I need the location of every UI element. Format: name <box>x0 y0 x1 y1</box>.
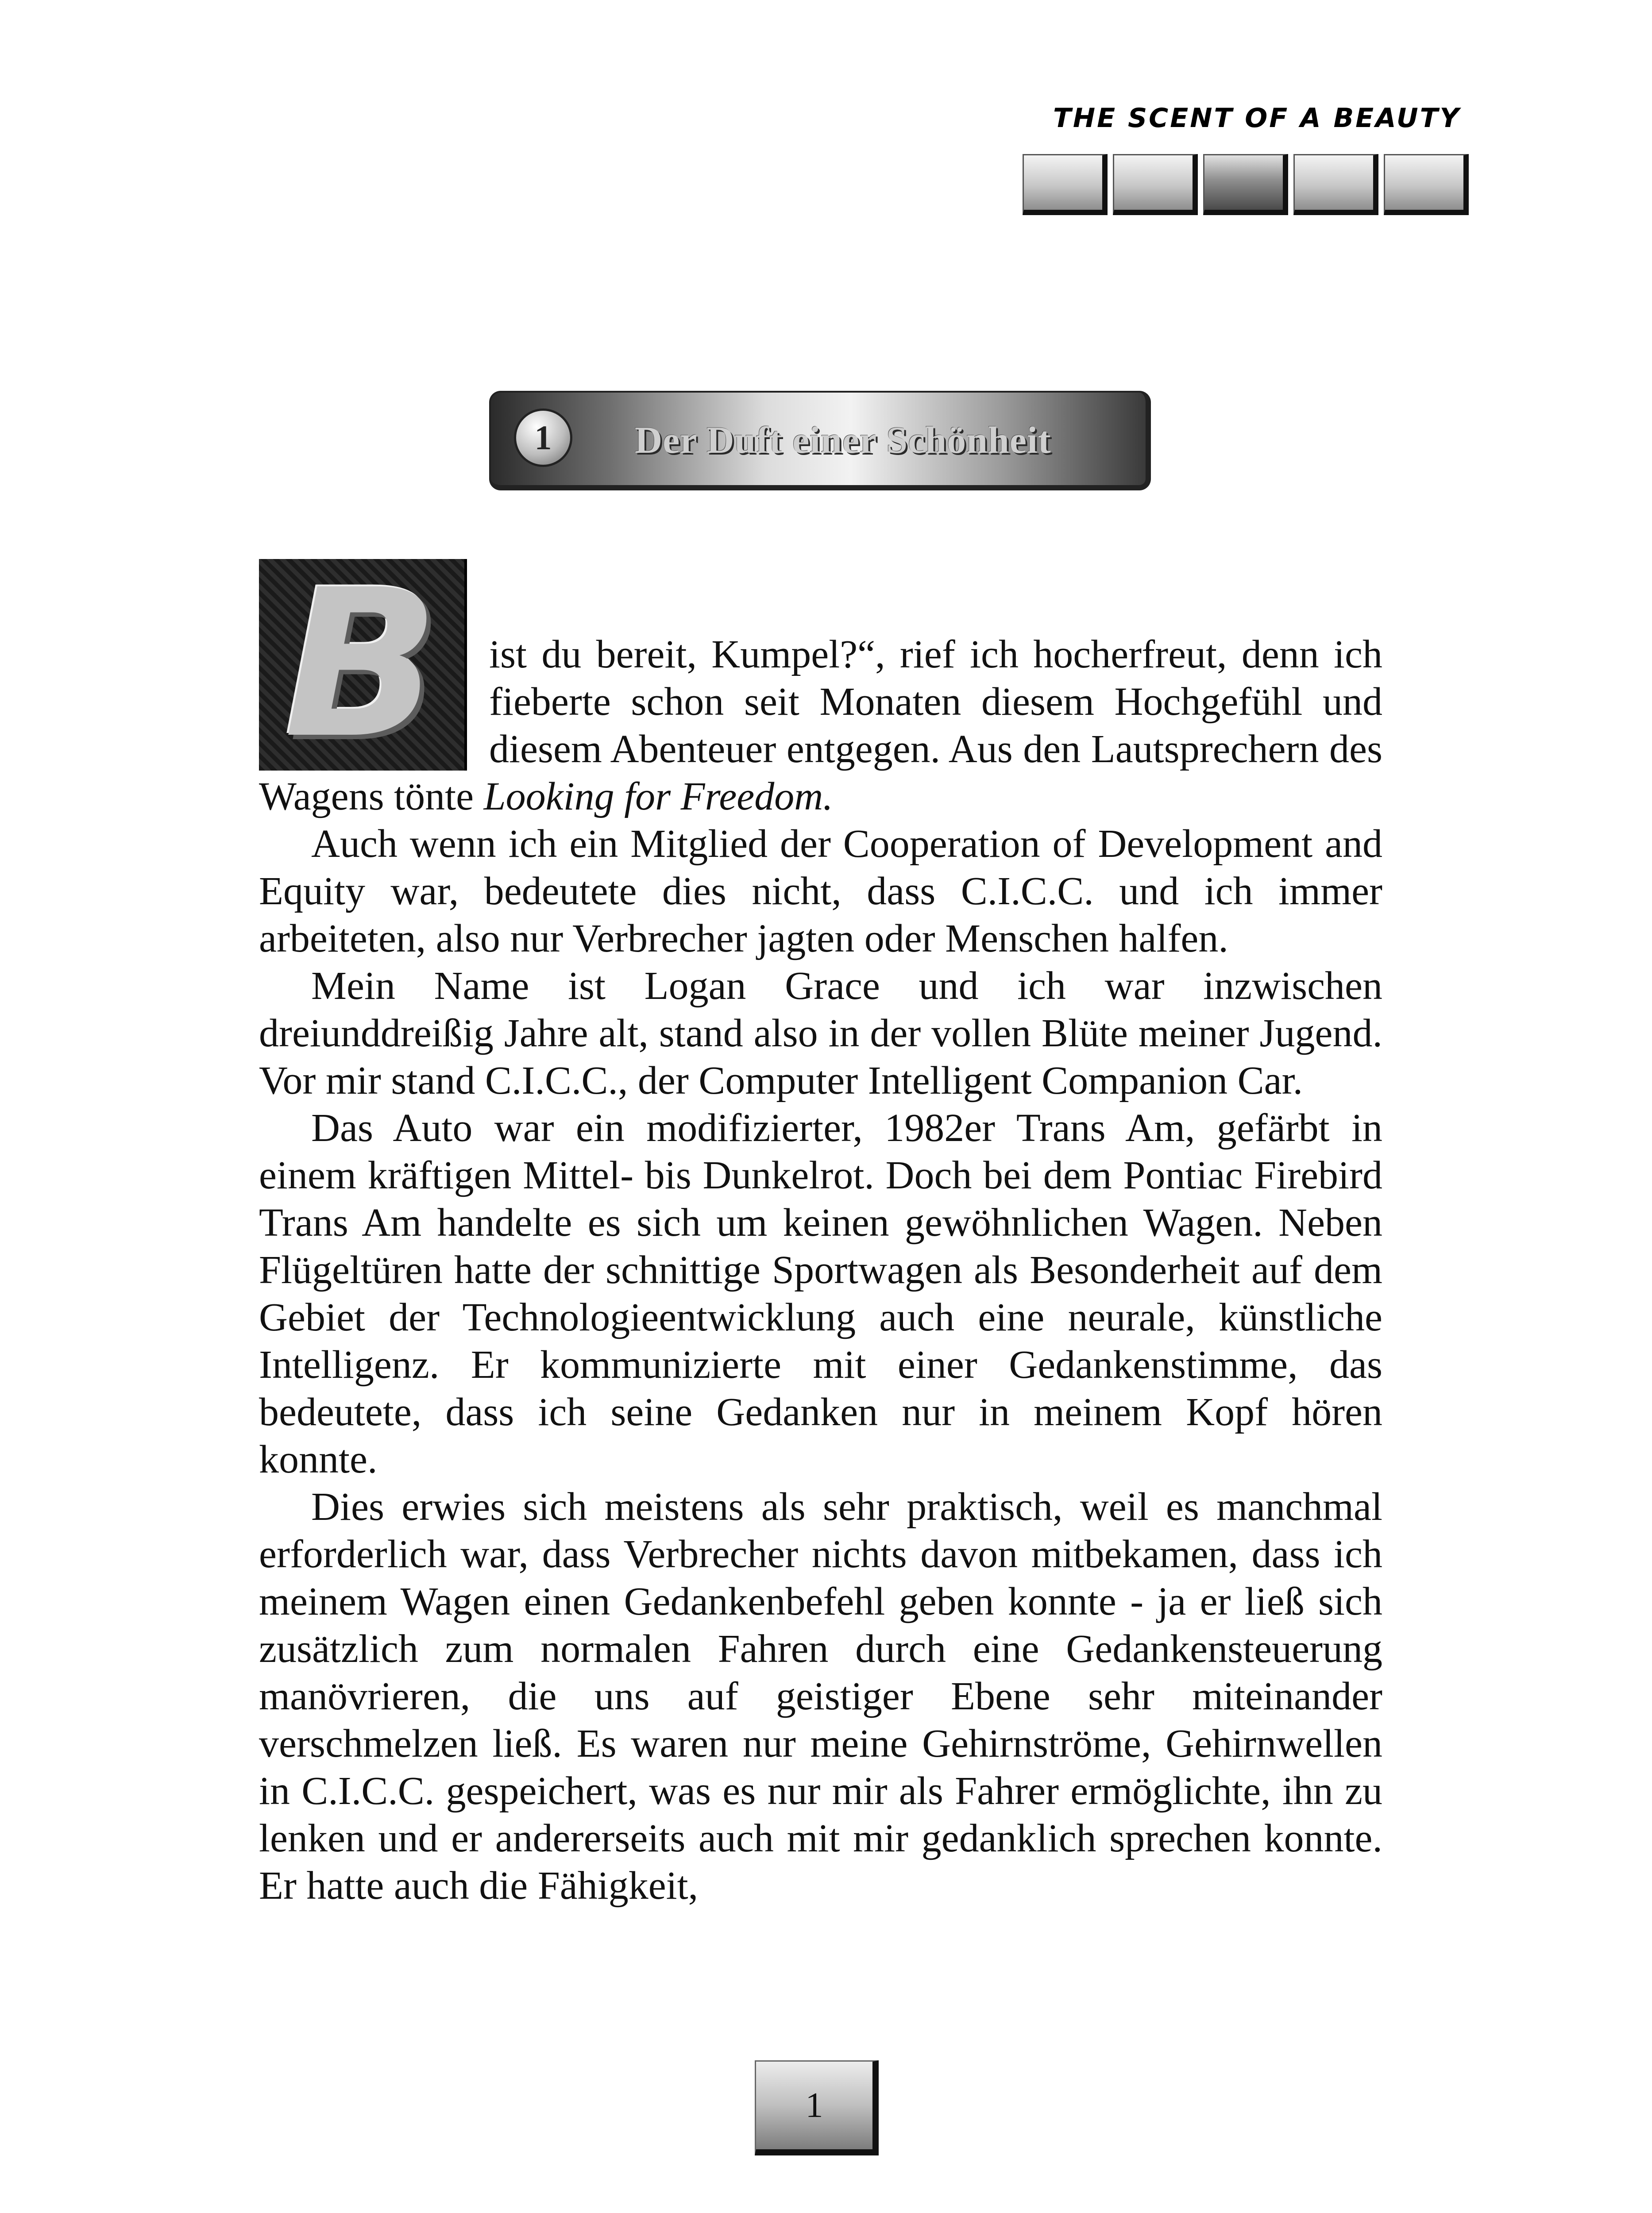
paragraph <box>259 631 1382 820</box>
drop-cap-letter: B <box>284 546 440 783</box>
song-title: Looking for Freedom. <box>483 775 833 818</box>
body-text <box>259 631 1382 1909</box>
chapter-title: Der Duft einer Schönheit <box>635 419 1051 461</box>
chapter-number-badge: 1 <box>514 409 572 467</box>
header-decoration-boxes <box>1023 154 1469 215</box>
drop-cap-spacer <box>259 631 489 772</box>
paragraph: Das Auto war ein modifizierter, 1982er Trans Am, gefärbt in einem kräftigen Mittel- bis Dunkelrot. Doch bei dem Pontiac Firebird Trans Am handelte es sich um keinen gewöhnlichen Wagen. Neben Flügeltüren hatte der schnittige Sportwagen als Besonderheit auf dem Gebiet der Technologieentwicklung auch eine neurale, künstliche Intelligenz. Er kommunizierte mit einer Gedankenstimme, das bedeutete, dass ich seine Gedanken nur in meinem Kopf hören konnte. <box>259 1106 1382 1481</box>
header-box <box>1384 154 1469 215</box>
paragraph-text: ist du bereit, Kumpel?“, rief ich hocherfreut, denn ich fieberte schon seit Monaten diesem Hochgefühl und diesem Abenteuer entgegen. Aus den Lautsprechern des Wagens tönte <box>259 632 1382 818</box>
header-box <box>1293 154 1378 215</box>
running-header-title: THE SCENT OF A BEAUTY <box>1053 103 1461 134</box>
page-number: 1 <box>755 2060 879 2155</box>
paragraph: Mein Name ist Logan Grace und ich war inzwischen dreiunddreißig Jahre alt, stand also in der vollen Blüte meiner Jugend. Vor mir stand C.I.C.C., der Computer Intelligent Companion Car. <box>259 964 1382 1103</box>
chapter-banner <box>489 391 1151 490</box>
header-box <box>1113 154 1198 215</box>
paragraph: Auch wenn ich ein Mitglied der Cooperation of Development and Equity war, bedeutete dies nicht, dass C.I.C.C. und ich immer arbeiteten, also nur Verbrecher jagten oder Menschen halfen. <box>259 822 1382 960</box>
header-box-active <box>1203 154 1288 215</box>
paragraph: Dies erwies sich meistens als sehr praktisch, weil es manchmal erforderlich war, dass Verbrecher nichts davon mitbekamen, dass ich meinem Wagen einen Gedankenbefehl geben konnte - ja er ließ sich zusätzlich zum normalen Fahren durch eine Gedankensteuerung manövrieren, die uns auf geistiger Ebene sehr miteinander verschmelzen ließ. Es waren nur meine Gehirnströme, Gehirnwellen in C.I.C.C. gespeichert, was es nur mir als Fahrer ermöglichte, ihn zu lenken und er andererseits auch mit mir gedanklich sprechen konnte. Er hatte auch die Fähigkeit, <box>259 1485 1382 1908</box>
header-box <box>1023 154 1108 215</box>
